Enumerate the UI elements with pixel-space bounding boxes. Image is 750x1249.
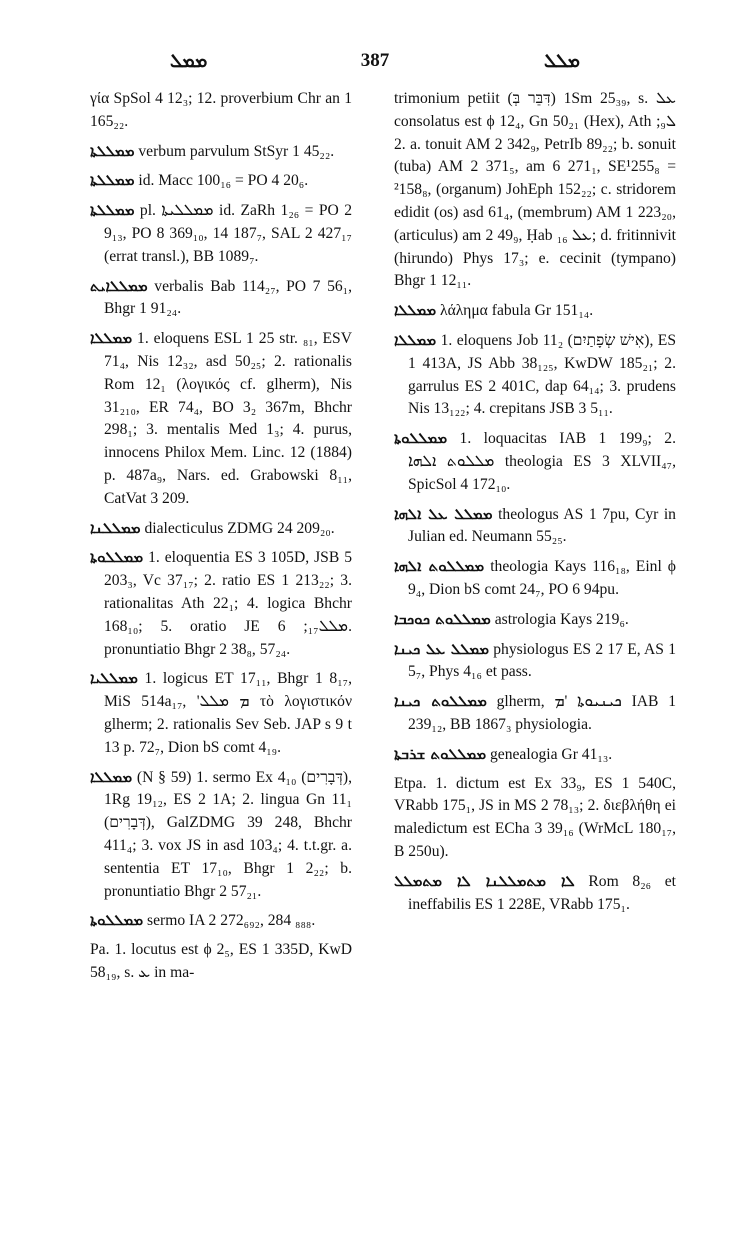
entry-definition: 1. logicus ET 17₁₁, Bhgr 1 8₁₇, MiS 514a₁₇, 'ܡ ܡܠܠ τὸ λογιστικόν glherm; 2. rationalis Sev Seb. JAP s 9 t 13 p. 72₇, Dion bS comt 4₁₉. bbox=[104, 670, 352, 756]
entry-definition: Etpa. 1. dictum est Ex 33₉, ES 1 540C, VRabb 175₁, JS in MS 2 78₁₃; 2. διεβλήθη ei maledictum est ECha 3 39₁₆ (WrMcL 180₁₇, B 250u). bbox=[394, 774, 676, 860]
dictionary-entry bbox=[90, 140, 352, 164]
entry-definition: id. Macc 100₁₆ = PO 4 20₆. bbox=[138, 172, 309, 190]
entry-headword: ܡܡܠܠ ܥܠ ܟܝܢܐ bbox=[394, 639, 489, 658]
left-column bbox=[90, 88, 352, 991]
entry-headword: ܡܡܠܠܐ bbox=[394, 330, 437, 349]
entry-definition: theologia Kays 116₁₈, Einl ϕ 9₄, Dion bS comt 24₇, PO 6 94pu. bbox=[408, 558, 676, 598]
entry-definition: verbalis Bab 114₂₇, PO 7 56₁, Bhgr 1 91₂₄. bbox=[104, 277, 352, 318]
entry-definition: 1. loquacitas IAB 1 199₉; 2. ܡܠܠܘܬ ܐܠܗܐ theologia ES 3 XLVII₄₇, SpicSol 4 172₁₀. bbox=[408, 430, 676, 493]
dictionary-entry bbox=[394, 870, 676, 917]
entry-definition: λάλημα fabula Gr 151₁₄. bbox=[440, 302, 594, 320]
entry-headword: ܡܡܠܠܐ bbox=[90, 329, 133, 348]
entry-headword: ܡܡܠܠܐ bbox=[90, 767, 133, 786]
dictionary-entry bbox=[394, 329, 676, 421]
entry-definition: 1. eloquens Job 11₂ (אִישׁ שְׂפָתַיִם), ES 1 413A, JS Abb 38₁₂₅, KwDW 185₂₁; 2. garrulus ES 2 401C, dap 64₁₄; 3. prudens Nis 13₁₂₂; 4. crepitans JSB 3 5₁₁. bbox=[408, 331, 676, 418]
entry-definition: sermo IA 2 272₆₉₂, 284 ₈₈₈. bbox=[147, 912, 316, 930]
dictionary-entry bbox=[90, 199, 352, 268]
dictionary-entry bbox=[394, 88, 676, 293]
right-column bbox=[394, 88, 676, 991]
entry-definition: Pa. 1. locutus est ϕ 2₅, ES 1 335D, KwD 58₁₉, s. ܥ in ma- bbox=[90, 941, 352, 981]
dictionary-entry bbox=[394, 773, 676, 864]
entry-definition: physiologus ES 2 17 E, AS 1 5₇, Phys 4₁₆ et pass. bbox=[408, 640, 676, 681]
entry-headword: ܡܡܠܠܘܬ ܟܝܢܐ bbox=[394, 692, 487, 711]
two-column-body bbox=[90, 88, 710, 991]
entry-headword: ܡܡܠܠܘܬ ܫܪܒܬܐ bbox=[394, 744, 487, 763]
dictionary-entry bbox=[90, 546, 352, 661]
entry-headword: ܡܡܠܠܘܬܐ bbox=[394, 429, 448, 448]
dictionary-entry bbox=[90, 939, 352, 985]
entry-headword: ܡܡܠܠܐ bbox=[394, 301, 437, 320]
dictionary-entry bbox=[90, 88, 352, 134]
entry-definition: astrologia Kays 219₆. bbox=[494, 610, 629, 628]
header-catchword-right: ܡܠܠ bbox=[544, 50, 580, 72]
dictionary-entry bbox=[90, 275, 352, 322]
entry-headword: ܡܡܠܠܘܬ ܟܘܟܒܐ bbox=[394, 609, 491, 628]
entry-headword: ܡܡܠܠ ܥܠ ܐܠܗܐ bbox=[394, 504, 493, 523]
entry-definition: glherm, ܟܝܢܝܘܬܐ 'ܡ IAB 1 239₁₂, BB 1867₃ physiologia. bbox=[408, 693, 676, 733]
entry-definition: genealogia Gr 41₁₃. bbox=[490, 745, 613, 763]
running-header bbox=[40, 50, 710, 80]
entry-definition: Rom 8₂₆ et ineffabilis ES 1 228E, VRabb 175₁. bbox=[408, 872, 676, 913]
dictionary-entry bbox=[90, 766, 352, 904]
dictionary-entry bbox=[90, 517, 352, 541]
dictionary-entry bbox=[90, 327, 352, 510]
entry-definition: dialecticulus ZDMG 24 209₂₀. bbox=[144, 519, 335, 537]
entry-definition: γία SpSol 4 12₃; 12. proverbium Chr an 1 165₂₂. bbox=[90, 90, 352, 130]
dictionary-entry bbox=[90, 169, 352, 193]
entry-headword: ܡܡܠܠܬܐ bbox=[90, 171, 135, 190]
dictionary-entry bbox=[394, 690, 676, 737]
entry-headword: ܠܐ ܡܬܡܠܠܢܐ ܠܐ ܡܬܡܠܠ bbox=[394, 871, 575, 890]
entry-headword: ܡܡܠܠܘܬܐ bbox=[90, 548, 144, 567]
entry-headword: ܡܡܠܠܝܐ bbox=[90, 669, 138, 688]
entry-definition: verbum parvulum StSyr 1 45₂₂. bbox=[138, 142, 335, 160]
entry-headword: ܡܡܠܠܬܐ bbox=[90, 201, 135, 220]
dictionary-entry bbox=[394, 555, 676, 602]
entry-headword: ܡܡܠܠܘܬ ܐܠܗܐ bbox=[394, 557, 485, 576]
entry-definition: 1. eloquens ESL 1 25 str. ₈₁, ESV 71₄, Nis 12₃₂, asd 50₂₅; 2. rationalis Rom 12₁ (λογικός cf. glherm), Nis 31₂₁₀, ER 74₄, BO 3₂ 367m, Bhchr 298₁; 3. mentalis Med 1₃; 4. purus, innocens Philox Mem. Linc. 12 (1884) p. 487a₉, Nars. ed. Grabowski 8₁₁, CatVat 3 209. bbox=[104, 330, 352, 507]
entry-headword: ܡܡܠܠܐܝܬ bbox=[90, 276, 148, 295]
entry-definition: 1. eloquentia ES 3 105D, JSB 5 203₃, Vc 37₁₇; 2. ratio ES 1 213₂₂; 3. rationalitas Ath 22₁; 4. logica Bhchr 168₁₀; 5. oratio JE ܡܠܠ₁₇; 6. pronuntiatio Bhgr 2 38₈, 57₂₄. bbox=[104, 549, 353, 658]
entry-definition: pl. ܡܡܠܠܝܬܐ id. ZaRh 1₂₆ = PO 2 9₁₃, PO 8 369₁₀, 14 187₇, SAL 2 427₁₇ (errat transl.), BB 1089₇. bbox=[104, 202, 352, 265]
dictionary-entry bbox=[394, 503, 676, 550]
dictionary-entry bbox=[394, 638, 676, 685]
entry-headword: ܡܡܠܠܢܐ bbox=[90, 518, 141, 537]
entry-definition: trimonium petiit (דִּבֵּר בְּ) 1Sm 25₃₉, s. ܥܠ consolatus est ϕ 12₄, Gn 50₂₁ (Hex), Ath ܠ₉; 2. a. tonuit AM 2 342₉, PetrIb 89₂₂; b. sonuit (tuba) AM 2 371₅, am 6 271₁, SE¹255₈ = ²158₈, (organum) JohEph 152₂₂; c. stridorem edidit (os) asd 61₄, (membrum) AM 1 223₂₀, (articulus) am 2 49₉, Ḥab ܥܠ ₁₆; d. fritinnivit (hirundo) Phys 17₃; e. cecinit (tympano) Bhgr 1 12₁₁. bbox=[394, 90, 676, 290]
dictionary-entry bbox=[90, 909, 352, 933]
dictionary-entry bbox=[394, 743, 676, 767]
header-catchword-left: ܡܡܠ bbox=[170, 50, 208, 72]
entry-headword: ܡܡܠܠܘܬܐ bbox=[90, 911, 144, 930]
entry-headword: ܡܡܠܠܬܐ bbox=[90, 141, 135, 160]
entry-definition: (N § 59) 1. sermo Ex 4₁₀ (דְּבָרִים), 1Rg 19₁₂, ES 2 1A; 2. lingua Gn 11₁ (דְּבָרִים), GalZDMG 39 248, Bhchr 411₄; 3. vox JS in asd 103₄; 4. t.t.gr. a. sententia ET 17₁₀, Bhgr 1 2₂₂; b. pronuntiatio Bhgr 2 57₂₁. bbox=[104, 768, 352, 900]
dictionary-entry bbox=[90, 667, 352, 759]
page-number: 387 bbox=[360, 50, 390, 71]
entry-definition: theologus AS 1 7pu, Cyr in Julian ed. Neumann 55₂₅. bbox=[408, 505, 676, 546]
dictionary-entry bbox=[394, 608, 676, 632]
dictionary-entry bbox=[394, 299, 676, 323]
dictionary-entry bbox=[394, 427, 676, 496]
